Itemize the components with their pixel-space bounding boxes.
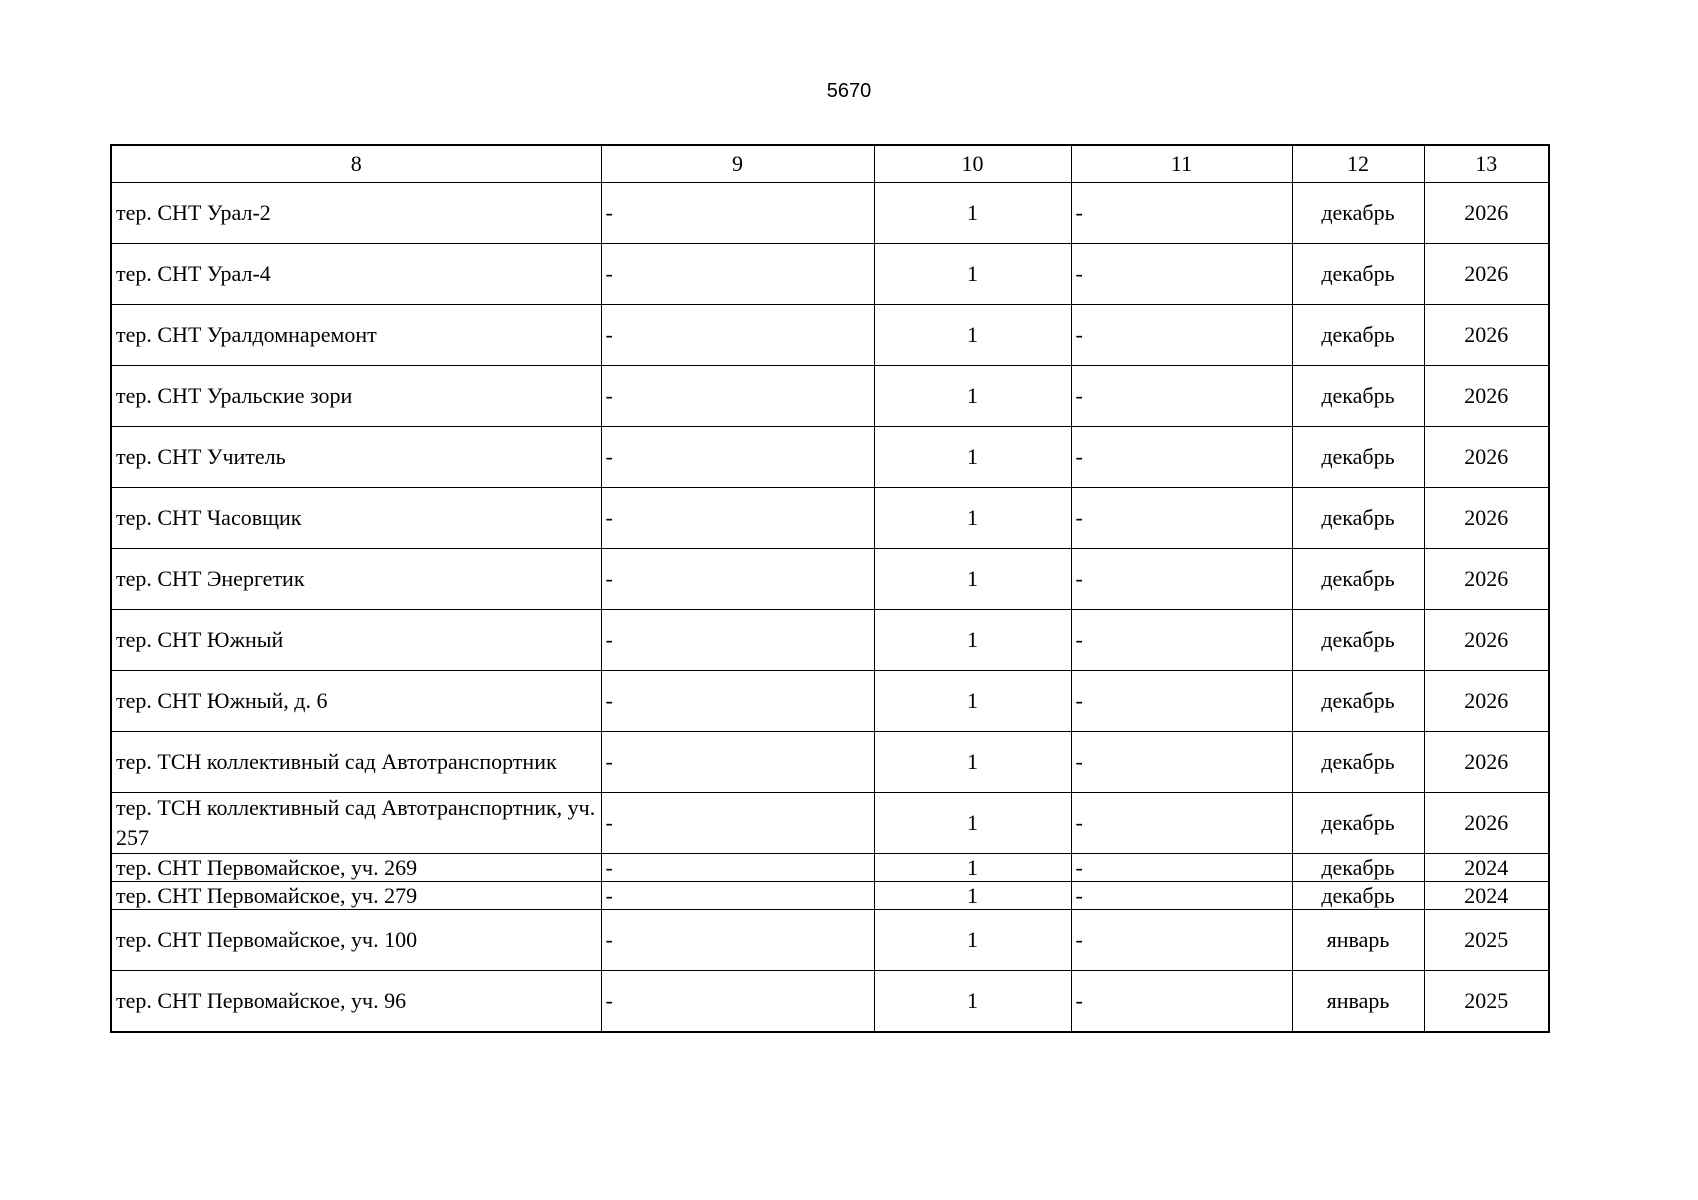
cell-name: тер. СНТ Первомайское, уч. 96 (111, 971, 601, 1033)
cell-col-9: - (601, 366, 874, 427)
cell-col-11: - (1071, 305, 1292, 366)
page-number: 5670 (826, 80, 872, 102)
cell-year: 2026 (1424, 244, 1549, 305)
cell-name: тер. СНТ Часовщик (111, 488, 601, 549)
cell-month: декабрь (1292, 671, 1424, 732)
cell-month: декабрь (1292, 488, 1424, 549)
cell-col-10: 1 (874, 854, 1071, 882)
table-row (111, 244, 1549, 305)
cell-col-11: - (1071, 971, 1292, 1033)
cell-year: 2026 (1424, 671, 1549, 732)
cell-col-9: - (601, 549, 874, 610)
cell-col-11: - (1071, 427, 1292, 488)
header-col-8: 8 (111, 145, 601, 183)
cell-col-10: 1 (874, 882, 1071, 910)
cell-month: декабрь (1292, 793, 1424, 854)
cell-name: тер. СНТ Учитель (111, 427, 601, 488)
cell-col-11: - (1071, 244, 1292, 305)
cell-col-11: - (1071, 488, 1292, 549)
table-row (111, 854, 1549, 882)
cell-col-10: 1 (874, 793, 1071, 854)
table-row (111, 488, 1549, 549)
table-row (111, 183, 1549, 244)
cell-col-9: - (601, 610, 874, 671)
cell-col-10: 1 (874, 732, 1071, 793)
table-row (111, 793, 1549, 854)
cell-name: тер. СНТ Урал-4 (111, 244, 601, 305)
cell-col-9: - (601, 305, 874, 366)
cell-col-9: - (601, 793, 874, 854)
table-row (111, 971, 1549, 1033)
cell-col-10: 1 (874, 183, 1071, 244)
table-row (111, 549, 1549, 610)
table-row (111, 427, 1549, 488)
cell-col-10: 1 (874, 610, 1071, 671)
header-col-9: 9 (601, 145, 874, 183)
cell-year: 2026 (1424, 610, 1549, 671)
cell-col-10: 1 (874, 910, 1071, 971)
cell-month: декабрь (1292, 183, 1424, 244)
table-row (111, 882, 1549, 910)
cell-col-9: - (601, 882, 874, 910)
cell-col-10: 1 (874, 549, 1071, 610)
cell-col-11: - (1071, 549, 1292, 610)
cell-month: декабрь (1292, 732, 1424, 793)
table-row (111, 732, 1549, 793)
cell-name: тер. СНТ Южный, д. 6 (111, 671, 601, 732)
cell-col-9: - (601, 488, 874, 549)
cell-month: декабрь (1292, 549, 1424, 610)
cell-col-11: - (1071, 882, 1292, 910)
cell-year: 2026 (1424, 183, 1549, 244)
table-row (111, 366, 1549, 427)
cell-col-10: 1 (874, 366, 1071, 427)
cell-col-9: - (601, 854, 874, 882)
cell-month: декабрь (1292, 244, 1424, 305)
cell-month: декабрь (1292, 854, 1424, 882)
cell-col-11: - (1071, 366, 1292, 427)
header-col-11: 11 (1071, 145, 1292, 183)
data-table (110, 144, 1550, 1033)
cell-col-9: - (601, 910, 874, 971)
cell-name: тер. ТСН коллективный сад Автотранспортник, уч. 257 (111, 793, 601, 854)
table-row (111, 910, 1549, 971)
cell-col-9: - (601, 732, 874, 793)
cell-year: 2025 (1424, 910, 1549, 971)
cell-col-11: - (1071, 732, 1292, 793)
cell-year: 2024 (1424, 882, 1549, 910)
cell-col-9: - (601, 671, 874, 732)
cell-col-10: 1 (874, 671, 1071, 732)
cell-col-11: - (1071, 610, 1292, 671)
cell-name: тер. СНТ Энергетик (111, 549, 601, 610)
cell-year: 2026 (1424, 732, 1549, 793)
cell-year: 2024 (1424, 854, 1549, 882)
table-row (111, 671, 1549, 732)
cell-name: тер. ТСН коллективный сад Автотранспортник (111, 732, 601, 793)
cell-col-9: - (601, 971, 874, 1033)
cell-year: 2026 (1424, 427, 1549, 488)
cell-col-11: - (1071, 183, 1292, 244)
cell-col-9: - (601, 244, 874, 305)
cell-col-10: 1 (874, 244, 1071, 305)
cell-name: тер. СНТ Уральские зори (111, 366, 601, 427)
cell-month: декабрь (1292, 305, 1424, 366)
cell-year: 2026 (1424, 549, 1549, 610)
cell-col-11: - (1071, 910, 1292, 971)
cell-month: декабрь (1292, 366, 1424, 427)
header-col-13: 13 (1424, 145, 1549, 183)
cell-year: 2026 (1424, 488, 1549, 549)
cell-name: тер. СНТ Первомайское, уч. 100 (111, 910, 601, 971)
cell-month: декабрь (1292, 427, 1424, 488)
cell-col-11: - (1071, 854, 1292, 882)
cell-col-10: 1 (874, 971, 1071, 1033)
cell-col-11: - (1071, 671, 1292, 732)
cell-year: 2026 (1424, 366, 1549, 427)
cell-col-10: 1 (874, 488, 1071, 549)
table-row (111, 305, 1549, 366)
cell-year: 2026 (1424, 793, 1549, 854)
cell-col-10: 1 (874, 427, 1071, 488)
header-col-10: 10 (874, 145, 1071, 183)
header-row (111, 145, 1549, 183)
cell-col-9: - (601, 183, 874, 244)
cell-col-10: 1 (874, 305, 1071, 366)
cell-name: тер. СНТ Первомайское, уч. 269 (111, 854, 601, 882)
cell-month: январь (1292, 971, 1424, 1033)
cell-month: декабрь (1292, 882, 1424, 910)
cell-col-9: - (601, 427, 874, 488)
cell-year: 2025 (1424, 971, 1549, 1033)
cell-month: январь (1292, 910, 1424, 971)
cell-name: тер. СНТ Южный (111, 610, 601, 671)
header-col-12: 12 (1292, 145, 1424, 183)
cell-year: 2026 (1424, 305, 1549, 366)
cell-month: декабрь (1292, 610, 1424, 671)
cell-name: тер. СНТ Урал-2 (111, 183, 601, 244)
cell-col-11: - (1071, 793, 1292, 854)
cell-name: тер. СНТ Первомайское, уч. 279 (111, 882, 601, 910)
cell-name: тер. СНТ Уралдомнаремонт (111, 305, 601, 366)
table-row (111, 610, 1549, 671)
